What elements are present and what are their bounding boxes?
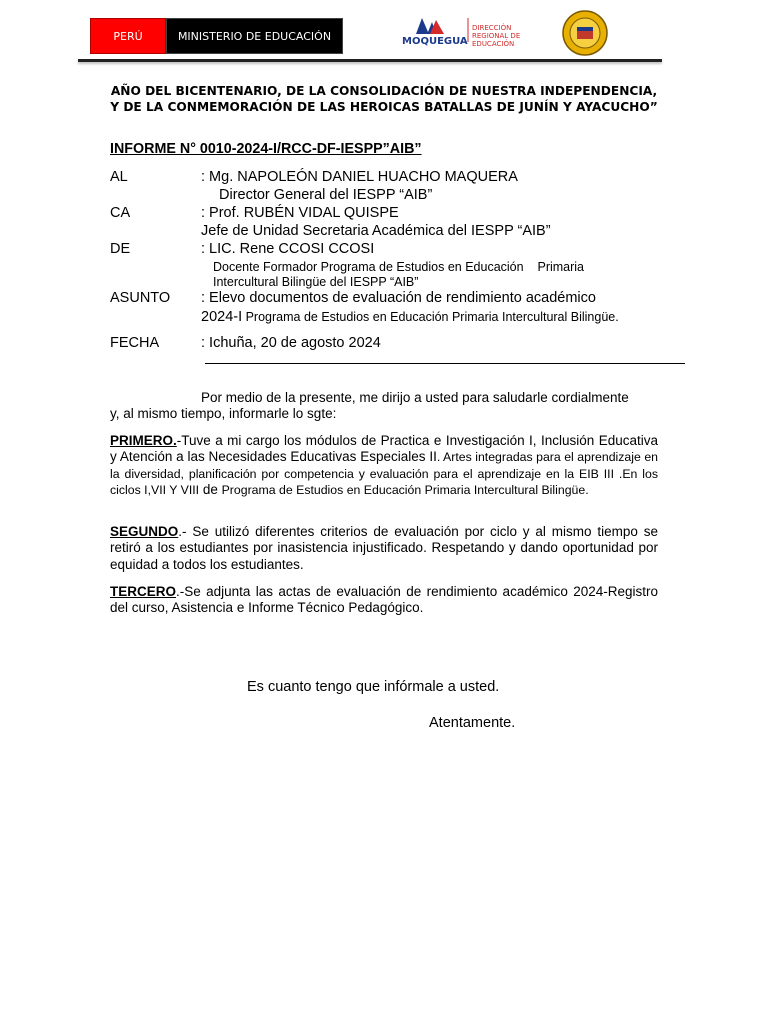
header-rule: [205, 363, 685, 364]
asunto-line2: [201, 308, 619, 326]
asunto-year: 2024-I: [201, 309, 243, 325]
intro-line2: y, al mismo tiempo, informarle lo sgte:: [110, 406, 337, 422]
closing-line: Es cuanto tengo que infórmale a usted.: [247, 679, 500, 695]
ministry-label: MINISTERIO DE EDUCACIÓN: [166, 18, 343, 54]
segundo-label: SEGUNDO: [110, 524, 179, 539]
header-divider: [78, 59, 662, 62]
primero-text: -Tuve a mi cargo los módulos de Practica e Investigación I, Inclusión Educativa y Atención a las Necesidades Educativas Especiales II: [110, 433, 658, 465]
segundo-paragraph: [110, 524, 658, 573]
al-label: AL: [110, 169, 128, 185]
asunto-program: Programa de Estudios en Educación Primaria Intercultural Bilingüe.: [242, 310, 619, 324]
region-office-label: DIRECCIÓN REGIONAL DE EDUCACIÓN: [472, 24, 521, 48]
tercero-text: .-Se adjunta las actas de evaluación de rendimiento académico 2024-Registro del curso, Asistencia e Informe Técnico Pedagógico.: [110, 584, 658, 616]
ca-label: CA: [110, 205, 131, 221]
de-role-line1: Docente Formador Programa de Estudios en Educación Primaria: [213, 260, 585, 274]
primero-label: PRIMERO.: [110, 433, 177, 448]
de-label: DE: [110, 241, 131, 257]
segundo-text: .- Se utilizó diferentes criterios de evaluación por ciclo y al mismo tiempo se retiró a los estudiantes por inasistencia injustificado. Respetando y dando oportunidad por equidad a todos los estudiantes.: [110, 524, 658, 572]
peru-label: PERÚ: [90, 18, 166, 54]
asunto-value: : Elevo documentos de evaluación de rendimiento académico: [201, 290, 596, 306]
de-value: : LIC. Rene CCOSI CCOSI: [201, 241, 375, 257]
fecha-value: : Ichuña, 20 de agosto 2024: [201, 335, 381, 351]
al-role: Director General del IESPP “AIB”: [219, 187, 433, 203]
informe-number: INFORME N° 0010-2024-I/RCC-DF-IESPP”AIB”: [110, 141, 422, 157]
primero-de: de: [199, 481, 222, 497]
intro-paragraph: [110, 390, 658, 423]
institute-seal-icon: [562, 10, 608, 56]
primero-program: Programa de Estudios en Educación Primaria Intercultural Bilingüe.: [221, 482, 589, 497]
ca-role: Jefe de Unidad Secretaria Académica del IESPP “AIB”: [201, 223, 551, 239]
moquegua-word: MOQUEGUA: [402, 36, 468, 47]
primero-small: . Artes integradas para el aprendizaje en la diversidad, planificación por competencia y evaluación para el aprendizaje en la EIB III .En los ciclos I,VII Y VIII: [110, 450, 658, 497]
tercero-paragraph: [110, 584, 658, 617]
ca-value: : Prof. RUBÉN VIDAL QUISPE: [201, 205, 399, 221]
tercero-label: TERCERO: [110, 584, 177, 599]
de-role-line2: Intercultural Bilingüe del IESPP “AIB”: [213, 275, 419, 289]
asunto-label: ASUNTO: [110, 290, 171, 306]
signoff: Atentamente.: [429, 715, 516, 731]
intro-line1: Por medio de la presente, me dirijo a usted para saludarle cordialmente: [201, 390, 629, 405]
year-title: AÑO DEL BICENTENARIO, DE LA CONSOLIDACIÓN DE NUESTRA INDEPENDENCIA, Y DE LA CONMEMORACIÓN DE LAS HEROICAS BATALLAS DE JUNÍN Y AYACUCHO”: [110, 84, 658, 114]
al-value: : Mg. NAPOLEÓN DANIEL HUACHO MAQUERA: [201, 169, 518, 185]
primero-paragraph: [110, 433, 658, 498]
fecha-label: FECHA: [110, 335, 160, 351]
